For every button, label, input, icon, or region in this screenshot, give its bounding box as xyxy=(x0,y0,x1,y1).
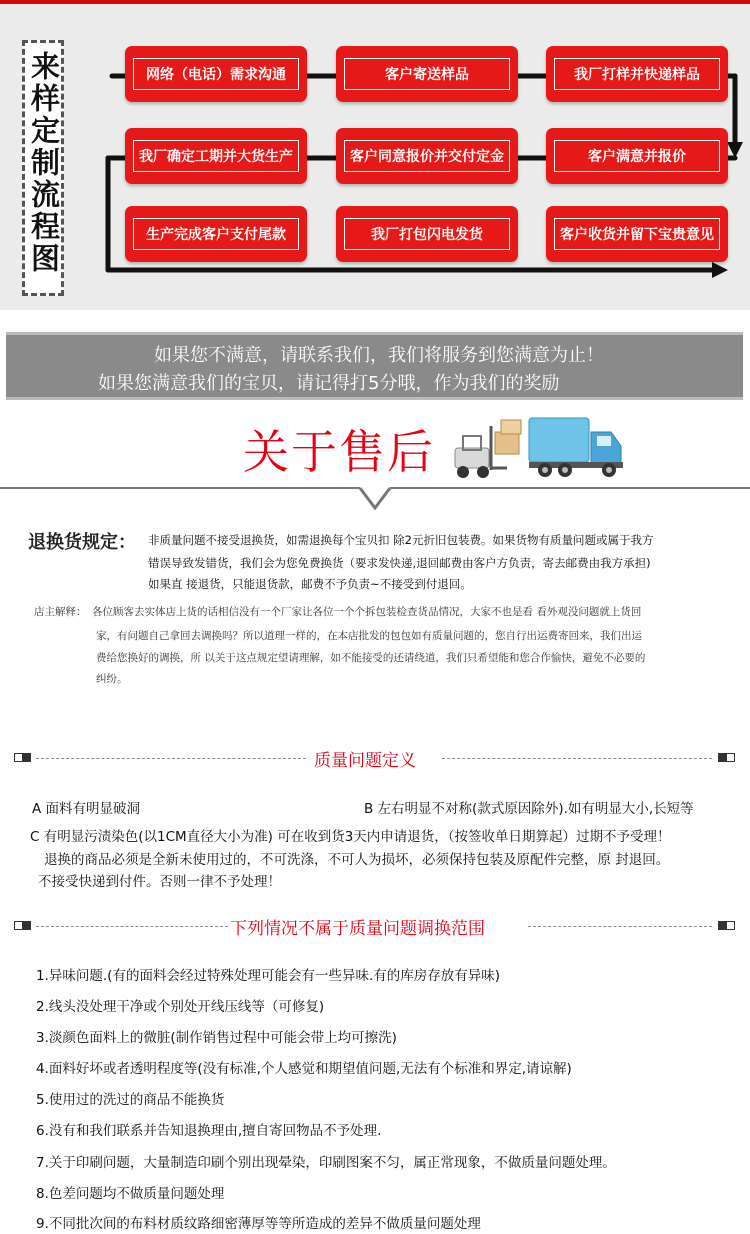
note-line-1: 各位顾客去实体店上货的话相信没有一个厂家让各位一个个拆包装检查货品情况，大家不也是看 看外观没问题就上货回 xyxy=(92,606,642,618)
exclusion-item-2: 2.线头没处理干净或个别处开线压线等（可修复) xyxy=(36,999,325,1015)
aftersale-title: 关于售后 xyxy=(243,425,435,479)
exclusion-item-3: 3.淡颜色面料上的微脏(制作销售过程中可能会带上均可擦洗) xyxy=(36,1030,397,1046)
exclusion-item-4: 4.面料好坏或者透明程度等(没有标准,个人感觉和期望值问题,无法有个标准和界定,请谅解) xyxy=(36,1061,572,1077)
rule-line-1: 非质量问题不接受退换货，如需退换每个宝贝扣 除2元折旧包装费。如果货物有质量问题或属于我方 xyxy=(148,533,654,547)
note-line-2: 家，有问题自己拿回去调换吗？所以道理一样的，在本店批发的包包如有质量问题的，您自行出运费寄回来，我们出运 xyxy=(96,630,642,642)
exclusion-item-6: 6.没有和我们联系并告知退换理由,擅自寄回物品不予处理. xyxy=(36,1123,382,1139)
square-outline-icon xyxy=(726,921,735,930)
flow-step-7: 生产完成客户支付尾款 xyxy=(125,206,307,262)
quality-item-a: A 面料有明显破洞 xyxy=(32,801,141,817)
exclusion-item-9: 9.不同批次间的布料材质纹路细密薄厚等等所造成的差异不做质量问题处理 xyxy=(36,1216,481,1232)
exclusions-header xyxy=(10,914,740,938)
flow-step-2: 客户寄送样品 xyxy=(336,46,518,102)
note-label: 店主解释： xyxy=(34,606,87,618)
exclusions-header-label: 下列情况不属于质量问题调换范围 xyxy=(230,919,485,939)
banner-line-2: 如果您满意我们的宝贝，请记得打5分哦，作为我们的奖励 xyxy=(98,373,560,394)
delivery-truck-icon xyxy=(445,412,635,482)
quality-header-label: 质量问题定义 xyxy=(314,751,416,771)
exclusion-item-8: 8.色差问题均不做质量问题处理 xyxy=(36,1186,225,1202)
rule-line-2: 错误导致发错货，我们会为您免费换货（要求发快递,退回邮费由客户方负责，寄去邮费由我方承担) xyxy=(148,556,651,570)
flow-step-5: 客户同意报价并交付定金 xyxy=(336,128,518,184)
flow-step-9: 客户收货并留下宝贵意见 xyxy=(546,206,728,262)
rule-line-3: 如果直 接退货，只能退货款，邮费不予负责~不接受到付退回。 xyxy=(148,577,472,591)
flow-step-1: 网络（电话）需求沟通 xyxy=(125,46,307,102)
rules-label: 退换货规定： xyxy=(28,532,136,553)
quality-item-c: C 有明显污渍染色(以1CM直径大小为准) 可在收到货3天内申请退货，（按签收单日期算起）过期不予受理！ xyxy=(30,829,671,845)
satisfaction-banner xyxy=(6,332,743,400)
quality-header xyxy=(10,746,740,770)
flow-step-4: 我厂确定工期并大货生产 xyxy=(125,128,307,184)
exclusion-item-1: 1.异味问题.(有的面料会经过特殊处理可能会有一些异味.有的库房存放有异味) xyxy=(36,968,500,984)
exclusion-item-5: 5.使用过的洗过的商品不能换货 xyxy=(36,1092,225,1108)
quality-item-e: 不接受快递到付件。否则一律不予处理！ xyxy=(38,874,281,890)
square-filled-icon xyxy=(22,753,31,762)
custom-process-flow xyxy=(0,0,750,310)
note-line-4: 纠纷。 xyxy=(96,673,128,685)
arrowhead-right-icon xyxy=(712,262,728,278)
flow-title: 来样定制流程图 xyxy=(27,51,61,275)
note-line-3: 费给您换好的调换，所 以关于这点规定望请理解，如不能接受的还请绕道，我们只希望能和您合作愉快，避免不必要的 xyxy=(96,652,646,664)
quality-item-b: B 左右明显不对称(款式原因除外).如有明显大小,长短等 xyxy=(364,801,694,817)
flow-step-8: 我厂打包闪电发货 xyxy=(336,206,518,262)
square-filled-icon xyxy=(22,921,31,930)
square-outline-icon xyxy=(726,753,735,762)
quality-item-d: 退换的商品必须是全新未使用过的，不可洗涤，不可人为损坏，必须保持包装及原配件完整，原 封退回。 xyxy=(44,852,670,868)
banner-line-1: 如果您不满意，请联系我们，我们将服务到您满意为止！ xyxy=(154,345,604,366)
exclusion-item-7: 7.关于印刷问题，大量制造印刷个别出现晕染，印刷图案不匀，属正常现象，不做质量问题处理。 xyxy=(36,1155,616,1171)
flow-step-6: 客户满意并报价 xyxy=(546,128,728,184)
truck-body-icon xyxy=(529,418,623,477)
forklift-icon xyxy=(455,420,521,478)
section-divider xyxy=(0,478,750,512)
flow-step-3: 我厂打样并快递样品 xyxy=(546,46,728,102)
